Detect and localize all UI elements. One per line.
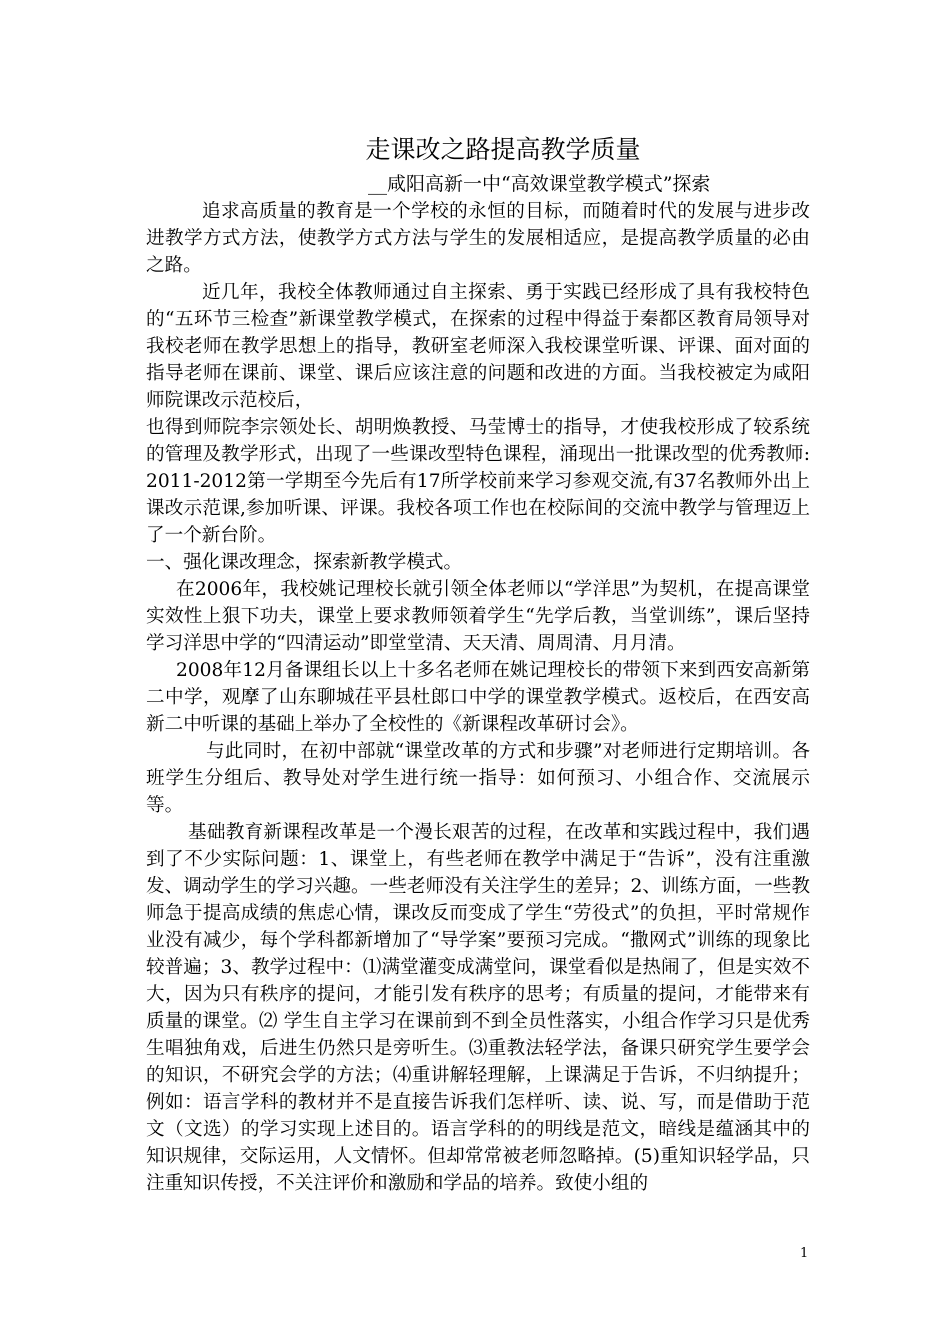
paragraph-guidance: 也得到师院李宗领处长、胡明焕教授、马莹博士的指导，才使我校形成了较系统的管理及教学形式，出现了一些课改型特色课程，涌现出一批课改型的优秀教师:2011-2012第一学期至今先后有17所学校前来学习参观交流,有37名教师外出上课改示范课,参加听课、评课。我校各项工作也在校际间的交流中教学与管理迈上了一个新台阶。: [146, 417, 810, 546]
document-subtitle: __咸阳高新一中“高效课堂教学模式”探索: [368, 173, 711, 195]
paragraph-2006: 在2006年，我校姚记理校长就引领全体老师以“学洋思”为契机，在提高课堂实效性上狠下功夫，课堂上要求教师领着学生“先学后教，当堂训练”，课后坚持学习洋思中学的“四清运动”即堂堂清、天天清、周周清、月月清。: [146, 579, 810, 654]
paragraph-training: 与此同时，在初中部就“课堂改革的方式和步骤”对老师进行定期培训。各班学生分组后、教导处对学生进行统一指导：如何预习、小组合作、交流展示等。: [146, 741, 810, 816]
paragraph-problems: 基础教育新课程改革是一个漫长艰苦的过程，在改革和实践过程中，我们遇到了不少实际问题：1、课堂上，有些老师在教学中满足于“告诉”，没有注重激发、调动学生的学习兴趣。一些老师没有关注学生的差异；2、训练方面，一些教师急于提高成绩的焦虑心情，课改反而变成了学生“劳役式”的负担，平时常规作业没有减少，每个学科都新增加了“导学案”要预习完成。“撒网式”训练的现象比较普遍；3、教学过程中：⑴满堂灌变成满堂问，课堂看似是热闹了，但是实效不大，因为只有秩序的提问，才能引发有秩序的思考；有质量的提问，才能带来有质量的课堂。⑵ 学生自主学习在课前到不到全员性落实，小组合作学习只是优秀生唱独角戏，后进生仍然只是旁听生。⑶重教法轻学法，备课只研究学生要学会的知识，不研究会学的方法；⑷重讲解轻理解，上课满足于告诉，不归纳提升；例如：语言学科的教材并不是直接告诉我们怎样听、读、说、写，而是借助于范文（文选）的学习实现上述目的。语言学科的的明线是范文，暗线是蕴涵其中的知识规律，交际运用，人文情怀。但却常常被老师忽略掉。(5)重知识轻学品，只注重知识传授，不关注评价和激励和学品的培养。致使小组的: [146, 822, 810, 1194]
section-heading-1: 一、强化课改理念，探索新教学模式。: [146, 552, 463, 573]
page-number: 1: [800, 1246, 809, 1261]
paragraph-2008: 2008年12月备课组长以上十多名老师在姚记理校长的带领下来到西安高新第二中学，观摩了山东聊城茌平县杜郎口中学的课堂教学模式。返校后，在西安高新二中听课的基础上举办了全校性的《新课程改革研讨会》。: [146, 660, 810, 735]
paragraph-exploration: 近几年，我校全体教师通过自主探索、勇于实践已经形成了具有我校特色的“五环节三检查”新课堂教学模式，在探索的过程中得益于秦都区教育局领导对我校老师在教学思想上的指导，教研室老师深入我校课堂听课、评课、面对面的指导老师在课前、课堂、课后应该注意的问题和改进的方面。当我校被定为咸阳师院课改示范校后，: [146, 282, 810, 411]
document-body: [146, 130, 810, 1197]
document-title: 走课改之路提高教学质量: [365, 135, 641, 164]
paragraph-intro: 追求高质量的教育是一个学校的永恒的目标，而随着时代的发展与进步改进教学方式方法，使教学方式方法与学生的发展相适应，是提高教学质量的必由之路。: [146, 201, 810, 276]
